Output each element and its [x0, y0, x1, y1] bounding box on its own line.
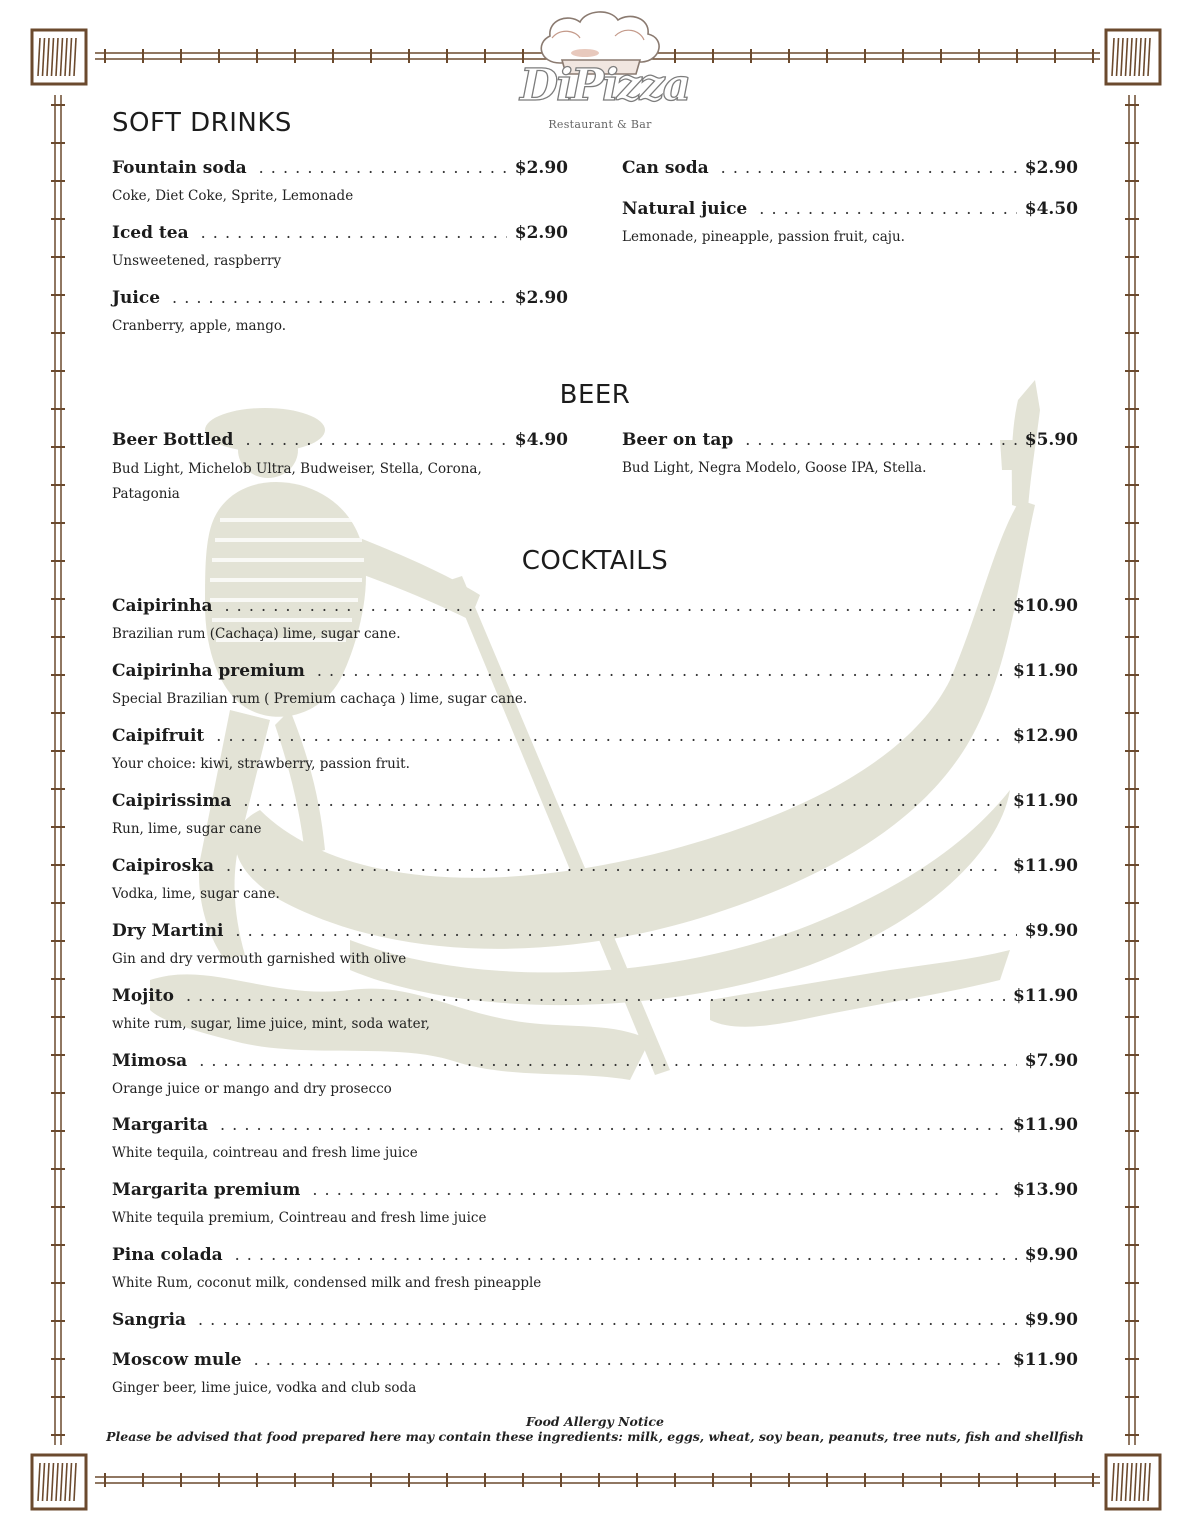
item-name: Sangria	[112, 1310, 186, 1330]
leader-dots	[235, 921, 1016, 940]
leader-dots	[220, 1115, 1005, 1134]
leader-dots	[225, 596, 1005, 615]
allergy-notice	[0, 1414, 1190, 1444]
item-price: $9.90	[1024, 921, 1078, 941]
menu-item	[112, 1245, 1078, 1295]
section-title-beer: BEER	[559, 380, 631, 410]
menu-item	[112, 158, 568, 208]
item-price: $4.50	[1024, 199, 1078, 219]
item-price: $7.90	[1024, 1051, 1078, 1071]
item-price: $11.90	[1012, 1115, 1078, 1135]
item-description: white rum, sugar, lime juice, mint, soda water,	[112, 1016, 430, 1032]
item-name: Juice	[112, 288, 161, 308]
leader-dots	[245, 430, 506, 449]
item-price: $4.90	[514, 430, 568, 450]
menu-item	[112, 791, 1078, 841]
leader-dots	[201, 223, 507, 242]
leader-dots	[199, 1051, 1017, 1070]
item-name: Can soda	[622, 158, 709, 178]
item-price: $2.90	[514, 158, 568, 178]
item-description: Orange juice or mango and dry prosecco	[112, 1081, 392, 1097]
item-description: White tequila, cointreau and fresh lime juice	[112, 1145, 418, 1161]
menu-item	[112, 430, 568, 507]
item-description: Cranberry, apple, mango.	[112, 318, 287, 334]
leader-dots	[254, 1350, 1005, 1369]
leader-dots	[235, 1245, 1017, 1264]
leader-dots	[243, 791, 1005, 810]
item-name: Caipirinha premium	[112, 661, 305, 681]
item-description: Run, lime, sugar cane	[112, 821, 262, 837]
item-description: Vodka, lime, sugar cane.	[112, 886, 280, 902]
item-price: $12.90	[1012, 726, 1078, 746]
section-title-cocktails: COCKTAILS	[521, 546, 669, 576]
item-name: Dry Martini	[112, 921, 224, 941]
item-price: $9.90	[1024, 1310, 1078, 1330]
allergy-notice-title: Food Allergy Notice	[526, 1414, 664, 1429]
item-price: $11.90	[1012, 791, 1078, 811]
menu-item	[112, 1310, 1078, 1334]
item-price: $9.90	[1024, 1245, 1078, 1265]
menu-item	[112, 1115, 1078, 1165]
leader-dots	[186, 986, 1005, 1005]
item-name: Margarita premium	[112, 1180, 301, 1200]
item-description: Bud Light, Michelob Ultra, Budweiser, Stella, Corona, Patagonia	[112, 461, 482, 502]
leader-dots	[226, 856, 1005, 875]
menu-item	[622, 199, 1078, 249]
allergy-notice-text: Please be advised that food prepared here may contain these ingredients: milk, eggs, wheat, soy bean, peanuts, tree nuts, fish and shellfish	[106, 1429, 1084, 1444]
leader-dots	[745, 430, 1017, 449]
leader-dots	[259, 158, 507, 177]
item-price: $11.90	[1012, 1350, 1078, 1370]
item-price: $11.90	[1012, 986, 1078, 1006]
item-name: Caipifruit	[112, 726, 205, 746]
item-description: Special Brazilian rum ( Premium cachaça ) lime, sugar cane.	[112, 691, 528, 707]
item-price: $2.90	[1024, 158, 1078, 178]
restaurant-logo	[520, 8, 690, 133]
leader-dots	[759, 199, 1017, 218]
item-name: Beer on tap	[622, 430, 734, 450]
item-name: Mimosa	[112, 1051, 188, 1071]
menu-item	[112, 223, 568, 273]
menu-item	[112, 596, 1078, 646]
section-title-soft-drinks: SOFT DRINKS	[112, 108, 292, 138]
item-description: Your choice: kiwi, strawberry, passion fruit.	[112, 756, 410, 772]
logo-wordmark: DiPizza	[520, 60, 690, 111]
menu-item	[112, 1051, 1078, 1101]
leader-dots	[312, 1180, 1005, 1199]
item-name: Natural juice	[622, 199, 748, 219]
item-description: White tequila premium, Cointreau and fresh lime juice	[112, 1210, 487, 1226]
leader-dots	[198, 1310, 1017, 1329]
menu-item	[112, 288, 568, 338]
item-name: Fountain soda	[112, 158, 247, 178]
item-name: Pina colada	[112, 1245, 223, 1265]
item-description: Ginger beer, lime juice, vodka and club soda	[112, 1380, 417, 1396]
item-price: $2.90	[514, 223, 568, 243]
leader-dots	[216, 726, 1005, 745]
menu-item	[112, 986, 1078, 1036]
item-description: Brazilian rum (Cachaça) lime, sugar cane.	[112, 626, 401, 642]
item-description: White Rum, coconut milk, condensed milk and fresh pineapple	[112, 1275, 542, 1291]
menu-item	[622, 430, 1078, 480]
item-description: Coke, Diet Coke, Sprite, Lemonade	[112, 188, 354, 204]
leader-dots	[721, 158, 1017, 177]
item-name: Moscow mule	[112, 1350, 242, 1370]
item-price: $11.90	[1012, 661, 1078, 681]
item-description: Bud Light, Negra Modelo, Goose IPA, Stella.	[622, 460, 927, 476]
menu-item	[112, 1350, 1078, 1400]
menu-item	[112, 921, 1078, 971]
item-price: $2.90	[514, 288, 568, 308]
item-name: Caipirissima	[112, 791, 232, 811]
leader-dots	[172, 288, 507, 307]
menu-item	[112, 726, 1078, 776]
menu-item	[112, 1180, 1078, 1230]
item-price: $10.90	[1012, 596, 1078, 616]
leader-dots	[317, 661, 1005, 680]
item-price: $13.90	[1012, 1180, 1078, 1200]
item-name: Mojito	[112, 986, 174, 1006]
menu-item	[622, 158, 1078, 182]
item-name: Iced tea	[112, 223, 189, 243]
item-price: $11.90	[1012, 856, 1078, 876]
item-description: Unsweetened, raspberry	[112, 253, 282, 269]
item-price: $5.90	[1024, 430, 1078, 450]
item-description: Gin and dry vermouth garnished with olive	[112, 951, 407, 967]
menu-item	[112, 856, 1078, 906]
item-name: Margarita	[112, 1115, 208, 1135]
item-description: Lemonade, pineapple, passion fruit, caju.	[622, 229, 905, 245]
item-name: Caipirinha	[112, 596, 213, 616]
item-name: Beer Bottled	[112, 430, 234, 450]
logo-tagline: Restaurant & Bar	[548, 118, 652, 131]
menu-item	[112, 661, 1078, 711]
item-name: Caipiroska	[112, 856, 215, 876]
